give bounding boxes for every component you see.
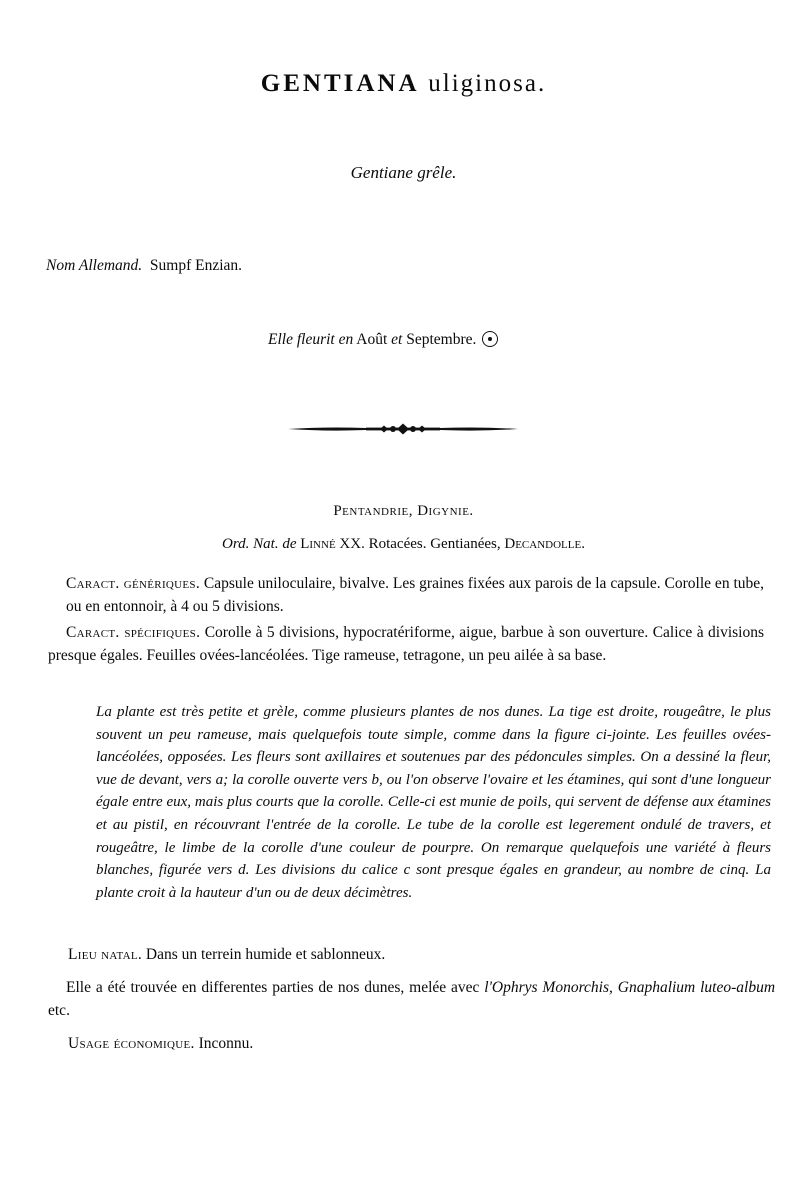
native-habitat-label: Lieu natal. — [68, 946, 143, 963]
flowering-conj: et — [391, 331, 403, 348]
common-name: Gentiane grêle. — [350, 163, 457, 182]
generic-characters-text: Capsule uniloculaire, bivalve. Les graines fixées aux parois de la capsule. Corolle en tube, ou en entonnoir, à 4 ou 5 divisions. — [66, 575, 765, 615]
locality-paragraph — [48, 977, 775, 1022]
locality-text: Elle a été trouvée en differentes parties de nos dunes, melée avec — [66, 979, 480, 996]
author-decandolle: Decandolle. — [504, 536, 585, 552]
flowering-month-1: Août — [356, 331, 388, 348]
flowering-prefix: Elle fleurit en — [268, 331, 354, 348]
classification-line: Pentandrie, Digynie. — [333, 503, 474, 519]
associated-species: l'Ophrys Monorchis, Gnaphalium luteo-album — [484, 979, 776, 996]
author-linne: Linné — [300, 536, 336, 552]
natural-order-line — [0, 536, 807, 553]
page-title — [0, 70, 807, 98]
specific-characters-text: Corolle à 5 divisions, hypocratériforme, aigue, barbue à son ouverture. Calice à divisions presque égales. Feuilles ovées-lancéolées. Tige rameuse, tetragone, un peu ailée à sa base. — [48, 624, 764, 664]
annual-sun-icon — [482, 331, 498, 347]
german-name-value: Sumpf Enzian. — [149, 257, 243, 274]
genus-name: GENTIANA — [260, 70, 420, 97]
native-habitat — [68, 944, 768, 967]
species-name: uliginosa. — [428, 70, 547, 97]
generic-characters-label: Caract. génériques. — [66, 575, 201, 592]
economic-use-text: Inconnu. — [198, 1035, 254, 1052]
locality-suffix: etc. — [48, 1001, 70, 1019]
generic-characters — [66, 573, 764, 618]
natural-order-text: XX. Rotacées. Gentianées, — [339, 536, 501, 552]
plant-description: La plante est très petite et grèle, comme plusieurs plantes de nos dunes. La tige est droite, rougeâtre, le plus souvent un peu rameuse, mais quelquefois toute simple, comme dans la figure ci-jointe. Les feuilles ovées-lancéolées, opposées. Les fleurs sont axillaires et soutenues par des pédoncules simples. On a dessiné la fleur, vue de devant, vers a; la corolle ouverte vers b, ou l'on observe l'ovaire et les étamines, qui sont d'une longueur égale entre eux, mais plus courts que la corolle. Celle-ci est munie de poils, qui servent de défense aux étamines et au pistil, en récouvrant l'entrée de la corolle. Le tube de la corolle est legerement ondulé de travers, et rougeâtre, le limbe de la corolle d'une couleur de pourpre. On remarque quelquefois une variété à fleurs blanches, figurée vers d. Les divisions du calice c sont presque égales en grandeur, au nombre de cinq. La plante croit à la hauteur d'un ou de deux décimètres. — [96, 704, 771, 901]
specific-characters-label: Caract. spécifiques. — [66, 624, 201, 641]
flowering-line — [268, 331, 498, 349]
natural-order-label: Ord. Nat. de — [222, 536, 297, 552]
ornament-divider-icon — [286, 421, 520, 437]
economic-use-label: Usage économique. — [68, 1035, 195, 1052]
flowering-month-2: Septembre. — [406, 331, 477, 348]
native-habitat-text: Dans un terrein humide et sablonneux. — [145, 946, 386, 963]
economic-use — [68, 1033, 768, 1056]
german-name-label: Nom Allemand. — [46, 257, 143, 274]
specific-characters — [48, 622, 764, 667]
german-name-line — [46, 257, 242, 275]
